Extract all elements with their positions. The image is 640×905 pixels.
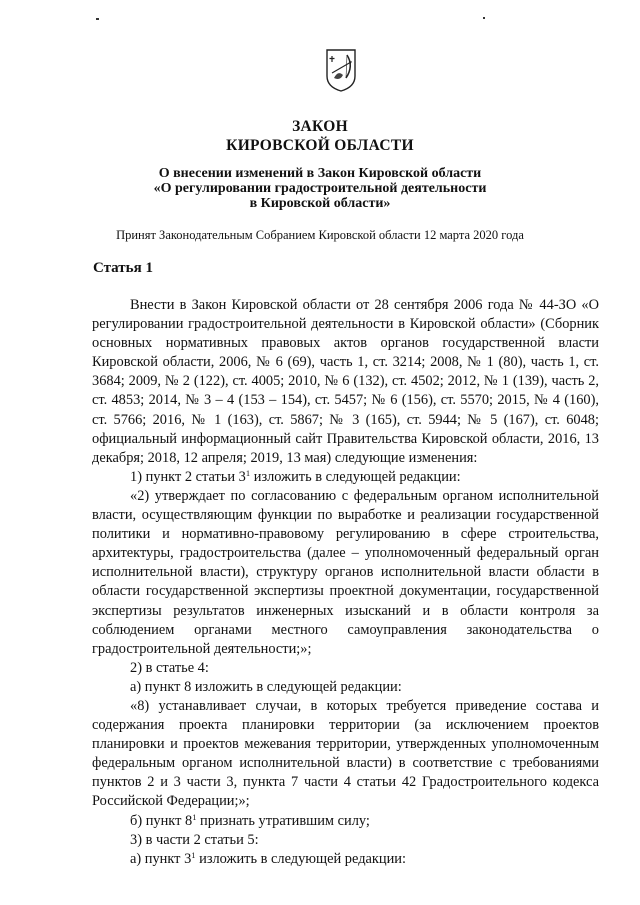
intro-paragraph: Внести в Закон Кировской области от 28 сентября 2006 года № 44-ЗО «О регулировании градостроительной деятельности в Кировской области» (Сборник основных нормативных правовых актов органов государственной власти Кировской области, 2006, № 6 (69), часть 1, ст. 3214; 2008, № 1 (80), часть 1, ст. 3684; 2009, № 2 (122), ст. 4005; 2010, № 6 (132), ст. 4502; 2012, № 1 (139), часть 2, ст. 4853; 2014, № 3 – 4 (153 – 154), ст. 5457; № 6 (156), ст. 5570; 2015, № 4 (160), ст. 5766; 2016, № 1 (163), ст. 5867; № 3 (165), ст. 5944; № 5 (167), ст. 6048; официальный информационный сайт Правительства Кировской области, 2016, 13 декабря; 2018, 12 апреля; 2019, 13 мая) следующие изменения: [92, 297, 599, 466]
item-2b-superscript: 1 [192, 811, 197, 822]
adoption-note: Принят Законодательным Собранием Кировской области 12 марта 2020 года [116, 228, 524, 242]
item-2a: а) пункт 8 изложить в следующей редакции: [130, 678, 402, 695]
item-2: 2) в статье 4: [130, 659, 209, 676]
item-3a [92, 850, 599, 869]
article-body [92, 296, 599, 869]
law-title-line2: КИРОВСКОЙ ОБЛАСТИ [226, 137, 414, 154]
article-heading: Статья 1 [93, 260, 153, 276]
item-2b-text: б) пункт 8 [130, 812, 193, 829]
item-3a-text: а) пункт 3 [130, 850, 192, 867]
item-3: 3) в части 2 статьи 5: [130, 831, 259, 848]
item-1 [92, 468, 599, 487]
item-3a-superscript: 1 [191, 849, 196, 860]
quote-2: «8) устанавливает случаи, в которых требуется приведение состава и содержания проекта планировки территории (за исключением проектов планировки и проектов межевания территории, утвержденных уполномоченным федеральным органом исполнительной власти) в соответствие с требованиями пунктов 2 и 3 части 3, пункта 7 части 4 статьи 42 Градостроительного кодекса Российской Федерации;»; [92, 697, 599, 810]
item-2b [92, 812, 599, 831]
coat-of-arms-icon [325, 48, 357, 92]
law-subtitle-line3: в Кировской области» [249, 196, 391, 211]
item-1-text: 1) пункт 2 статьи 3 [130, 468, 246, 485]
law-subtitle-line1: О внесении изменений в Закон Кировской области [158, 166, 482, 181]
law-subtitle-line2: «О регулировании градостроительной деятельности [153, 181, 487, 196]
law-title-line1: ЗАКОН [292, 118, 348, 135]
item-1-superscript: 1 [245, 467, 251, 478]
item-2b-text-end: признать утратившим силу; [196, 812, 370, 829]
item-1-text-end: изложить в следующей редакции: [250, 468, 461, 485]
item-3a-text-end: изложить в следующей редакции: [195, 850, 406, 867]
scan-speck [96, 18, 99, 20]
quote-1: «2) утверждает по согласованию с федеральным органом исполнительной власти, осуществляющим функции по выработке и реализации государственной политики и нормативно-правовому регулированию в сфере строительства, архитектуры, градостроительства (далее – уполномоченный федеральный орган исполнительной власти), структуру органов исполнительной власти области в области государственной экспертизы проектной документации, государственной экспертизы результатов инженерных изысканий и в области контроля за соблюдением органами местного самоуправления законодательства о градостроительной деятельности;»; [92, 487, 599, 657]
scan-speck [483, 17, 485, 19]
